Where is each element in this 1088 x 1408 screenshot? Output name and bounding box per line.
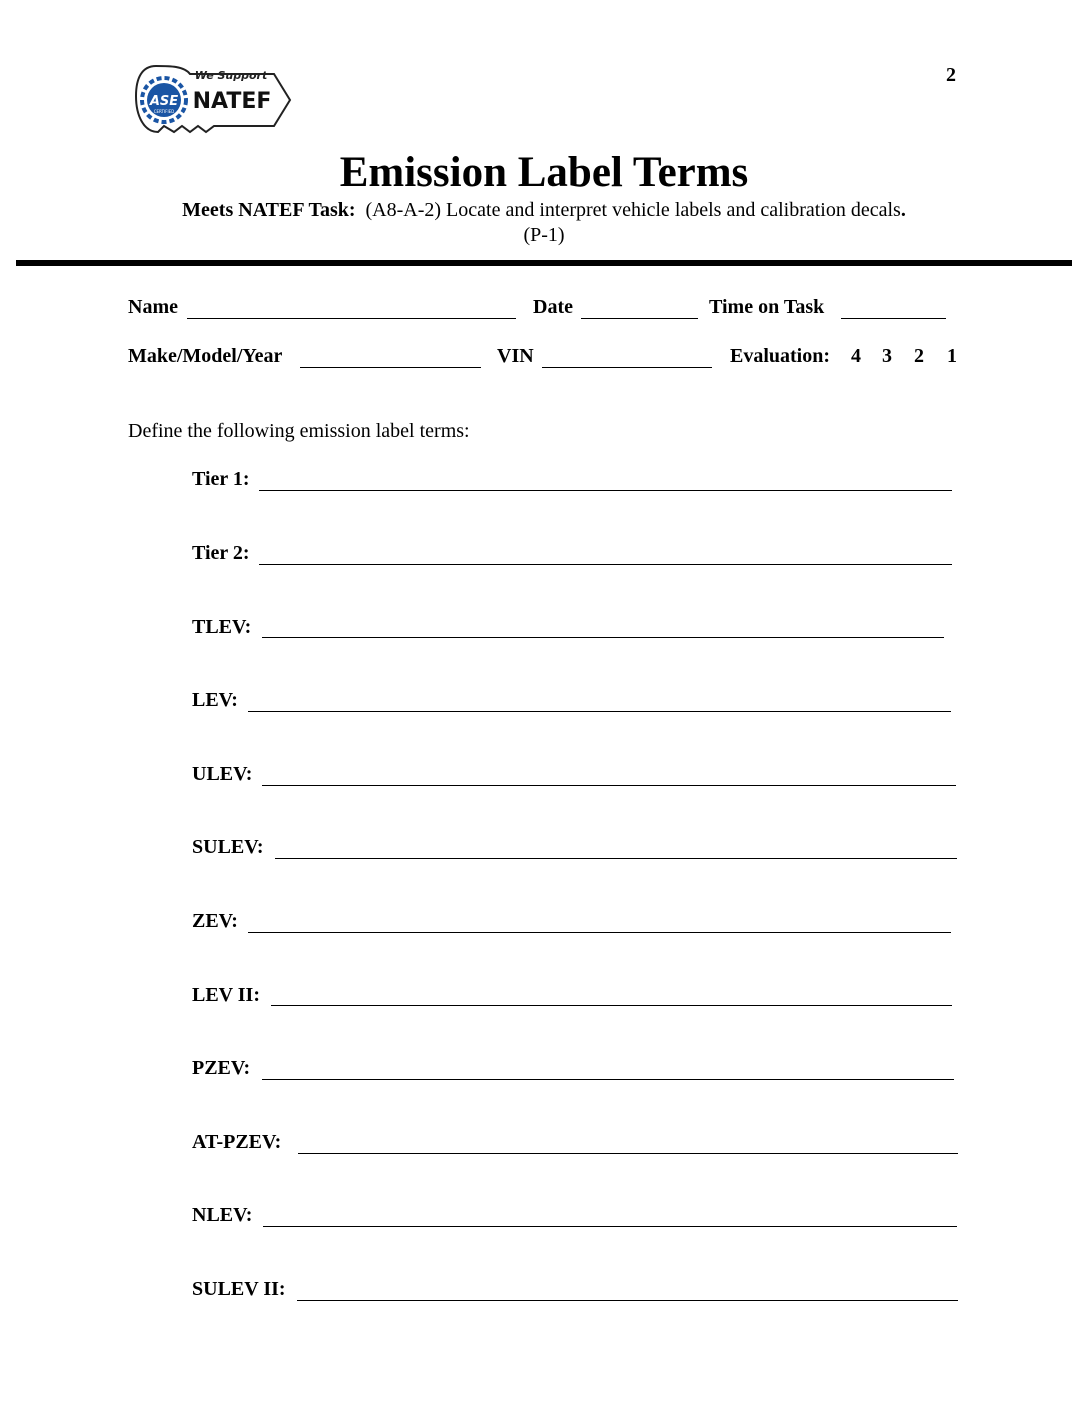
- page-title: Emission Label Terms: [339, 149, 749, 196]
- make-model-year-label: Make/Model/Year: [128, 345, 283, 367]
- evaluation-score-4[interactable]: 4: [851, 345, 861, 367]
- term-tlev-field[interactable]: [262, 637, 944, 638]
- term-lev-label: LEV:: [192, 689, 238, 711]
- time-on-task-label: Time on Task: [709, 296, 825, 318]
- term-tier-1-field[interactable]: [259, 490, 952, 491]
- instructions: Define the following emission label terms:: [128, 420, 470, 442]
- logo-brand-text: NATEF: [192, 89, 272, 114]
- make-model-year-field[interactable]: [300, 367, 481, 368]
- term-zev-label: ZEV:: [192, 910, 238, 932]
- page-number: 2: [946, 64, 956, 86]
- badge-subtext: CERTIFIED: [153, 109, 175, 114]
- badge-text: ASE: [149, 94, 179, 109]
- term-tier-1-label: Tier 1:: [192, 468, 250, 490]
- task-end: .: [900, 199, 906, 221]
- date-label: Date: [533, 296, 573, 318]
- task-lead: Meets NATEF Task:: [182, 199, 356, 221]
- term-tier-2-label: Tier 2:: [192, 542, 250, 564]
- term-sulev-ii-field[interactable]: [297, 1300, 958, 1301]
- name-field[interactable]: [187, 318, 516, 319]
- term-tier-2-field[interactable]: [259, 564, 952, 565]
- term-lev-ii-label: LEV II:: [192, 984, 260, 1006]
- time-on-task-field[interactable]: [841, 318, 946, 319]
- name-label: Name: [128, 296, 178, 318]
- term-pzev-field[interactable]: [262, 1079, 954, 1080]
- term-lev-ii-field[interactable]: [271, 1005, 952, 1006]
- term-tlev-label: TLEV:: [192, 616, 252, 638]
- term-nlev-label: NLEV:: [192, 1204, 253, 1226]
- term-pzev-label: PZEV:: [192, 1057, 251, 1079]
- term-ulev-label: ULEV:: [192, 763, 253, 785]
- term-ulev-field[interactable]: [262, 785, 956, 786]
- term-lev-field[interactable]: [248, 711, 951, 712]
- term-sulev-ii-label: SULEV II:: [192, 1278, 286, 1300]
- term-zev-field[interactable]: [248, 932, 951, 933]
- term-at-pzev-label: AT-PZEV:: [192, 1131, 282, 1153]
- logo-top-text: We Support: [194, 69, 268, 82]
- task-description: [0, 199, 1088, 222]
- evaluation-score-2[interactable]: 2: [914, 345, 924, 367]
- ase-natef-logo: [134, 62, 292, 138]
- evaluation-label: Evaluation:: [730, 345, 831, 367]
- term-sulev-field[interactable]: [275, 858, 957, 859]
- vin-label: VIN: [497, 345, 534, 367]
- header-divider: [16, 260, 1072, 266]
- term-sulev-label: SULEV:: [192, 836, 264, 858]
- term-at-pzev-field[interactable]: [298, 1153, 958, 1154]
- date-field[interactable]: [581, 318, 698, 319]
- vin-field[interactable]: [542, 367, 712, 368]
- evaluation-score-3[interactable]: 3: [882, 345, 892, 367]
- task-code: (P-1): [523, 224, 565, 246]
- term-nlev-field[interactable]: [263, 1226, 957, 1227]
- task-text: (A8-A-2) Locate and interpret vehicle labels and calibration decals: [365, 199, 901, 221]
- evaluation-score-1[interactable]: 1: [947, 345, 957, 367]
